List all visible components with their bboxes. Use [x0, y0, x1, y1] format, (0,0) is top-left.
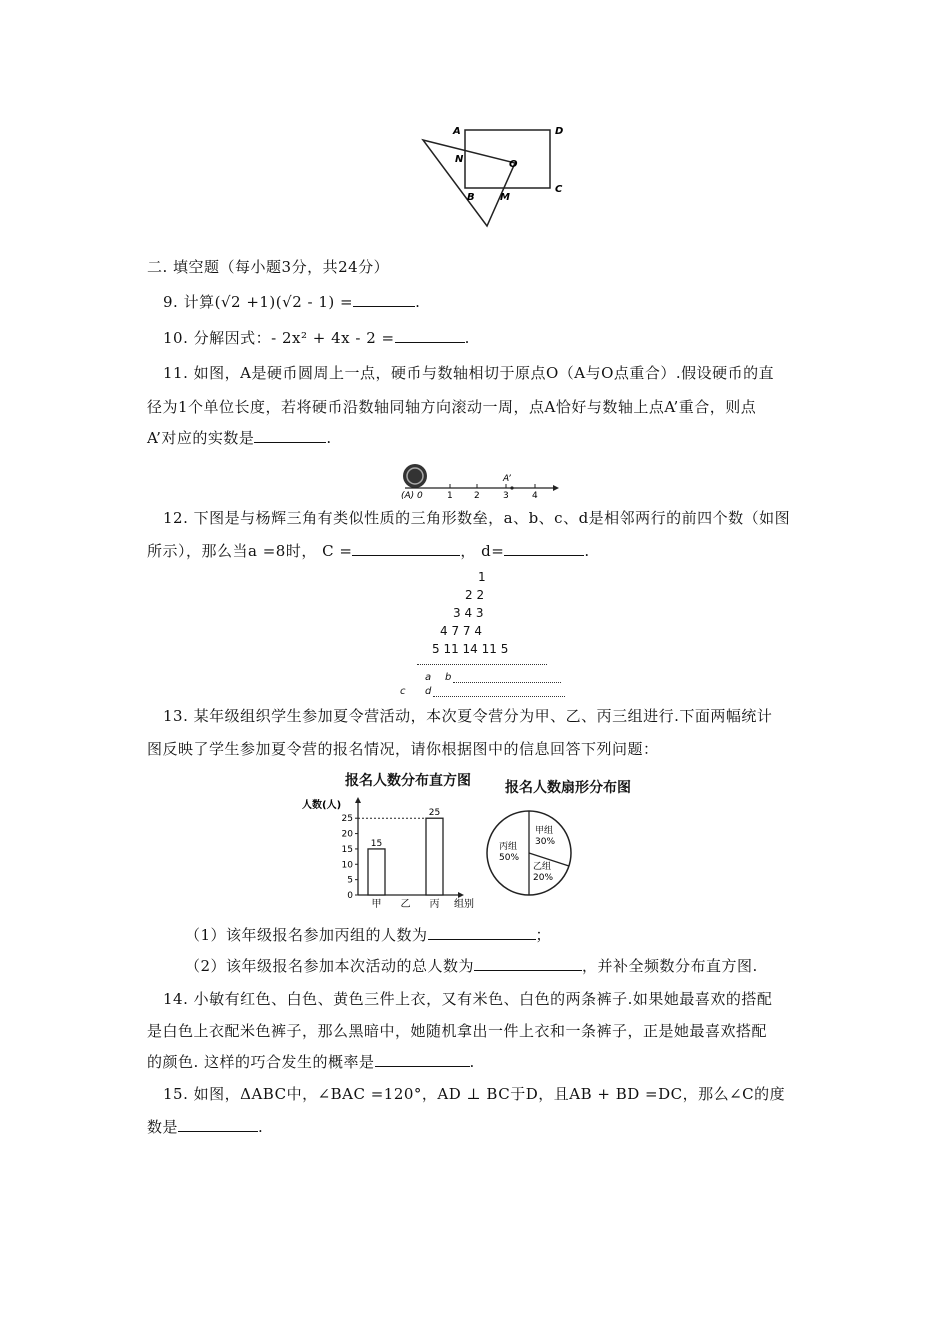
q15-line2-text: 数是 [147, 1118, 179, 1136]
triangle-row-1: 1 [478, 570, 486, 584]
top-geometry-figure [415, 118, 565, 233]
y-tick-label: 0 [347, 891, 353, 901]
triangle-row-5: 5 11 14 11 5 [432, 642, 509, 656]
q13-sub2 [185, 955, 758, 976]
q11-tail: . [326, 429, 332, 447]
label-o: O [509, 159, 518, 170]
label-m: M [500, 192, 510, 203]
triangle-row-b: b [445, 672, 452, 683]
number-triangle-figure [395, 568, 585, 703]
pie-chart [484, 808, 574, 898]
y-tick-label: 20 [341, 829, 353, 840]
q15-tail: . [258, 1118, 264, 1136]
x-tick-label: 乙 [400, 899, 411, 910]
question-9 [163, 291, 420, 312]
triangle-row-2: 2 2 [465, 588, 485, 602]
x-tick-label: 丙 [429, 899, 440, 910]
slice-percent-label: 30% [535, 837, 556, 847]
slice-percent-label: 20% [533, 873, 554, 883]
section-title: 二. 填空题（每小题3分，共24分） [147, 258, 390, 276]
label-c: C [555, 184, 563, 195]
pie-chart-title: 报名人数扇形分布图 [505, 780, 631, 796]
q13-sub1-blank[interactable] [428, 925, 536, 940]
q9-text: 计算(√2 +1)(√2 - 1) = [183, 293, 354, 311]
bar-chart-title: 报名人数分布直方图 [345, 773, 471, 789]
triangle-row-a: a [425, 672, 432, 683]
label-b: B [467, 192, 475, 203]
q15-answer-blank[interactable] [178, 1117, 258, 1132]
q11-line3 [147, 427, 332, 448]
x-axis-label: 组别 [454, 899, 474, 910]
q14-line3 [147, 1051, 475, 1072]
q9-number: 9. [163, 293, 179, 311]
numberline-point-label: A’ [503, 474, 511, 484]
q10-answer-blank[interactable] [395, 328, 465, 343]
q13-sub1-tail: ； [535, 926, 552, 944]
q11-line3-text: A’对应的实数是 [147, 429, 255, 447]
q13-sub2-tail: ，并补全频数分布直方图. [582, 957, 758, 975]
q14-line2: 是白色上衣配米色裤子，那么黑暗中，她随机拿出一件上衣和一条裤子，正是她最喜欢搭配 [147, 1022, 768, 1040]
q14-tail: . [469, 1053, 475, 1071]
bar [426, 818, 443, 895]
q12-line2-a: 所示），那么当a =8时， C = [147, 542, 353, 560]
q10-number: 10. [163, 329, 189, 347]
numberline-tick-1: 1 [447, 491, 453, 501]
numberline-tick-2: 2 [474, 491, 480, 501]
numberline-tick-4: 4 [532, 491, 538, 501]
q15-line1: 15. 如图，ΔABC中，∠BAC =120°，AD ⊥ BC于D，且AB + BD =DC，那么∠C的度 [163, 1085, 786, 1103]
q13-sub1 [185, 924, 551, 945]
label-n: N [455, 154, 464, 165]
q14-line3-text: 的颜色. 这样的巧合发生的概率是 [147, 1053, 375, 1071]
q13-sub1-text: （1）该年级报名参加丙组的人数为 [185, 926, 428, 944]
q12-c-blank[interactable] [352, 541, 460, 556]
q15-line2 [147, 1116, 263, 1137]
q9-tail: . [415, 293, 421, 311]
q10-tail: . [464, 329, 470, 347]
q12-d-blank[interactable] [504, 541, 584, 556]
label-d: D [555, 126, 564, 137]
q13-sub2-blank[interactable] [474, 956, 582, 971]
slice-name-label: 甲组 [535, 826, 554, 836]
y-tick-label: 10 [341, 860, 353, 871]
q11-line2: 径为1个单位长度，若将硬币沿数轴同轴方向滚动一周，点A恰好与数轴上点A’重合，则点 [147, 398, 757, 416]
q10-text: 分解因式：- 2x² + 4x - 2 = [193, 329, 395, 347]
q13-sub2-text: （2）该年级报名参加本次活动的总人数为 [185, 957, 475, 975]
y-axis-arrow [355, 797, 361, 803]
q13-line1: 13. 某年级组织学生参加夏令营活动，本次夏令营分为甲、乙、丙三组进行.下面两幅统计 [163, 707, 773, 725]
q14-answer-blank[interactable] [375, 1052, 470, 1067]
y-tick-label: 15 [341, 844, 353, 855]
q11-numberline-figure [395, 460, 560, 500]
y-tick-label: 5 [347, 875, 353, 886]
question-10 [163, 327, 470, 348]
q14-line1: 14. 小敏有红色、白色、黄色三件上衣，又有米色、白色的两条裤子.如果她最喜欢的搭配 [163, 990, 773, 1008]
bar-value-label: 25 [428, 808, 441, 819]
x-tick-label: 甲 [371, 899, 382, 910]
q12-line2-b: ， d= [460, 542, 505, 560]
y-axis-label: 人数(人) [302, 800, 342, 811]
y-tick-label: 25 [341, 814, 353, 825]
q9-answer-blank[interactable] [353, 292, 415, 307]
q12-line2 [147, 540, 590, 561]
triangle-row-d: d [425, 686, 432, 697]
q12-line1: 12. 下图是与杨辉三角有类似性质的三角形数垒，a、b、c、d是相邻两行的前四个数（如图 [163, 509, 791, 527]
slice-name-label: 丙组 [499, 842, 518, 852]
bar-chart [300, 795, 474, 915]
triangle-row-4: 4 7 7 4 [440, 624, 482, 638]
q12-tail: . [584, 542, 590, 560]
slice-percent-label: 50% [499, 853, 520, 863]
numberline-tick-0: (A) 0 [401, 491, 423, 501]
triangle-row-c: c [400, 686, 406, 697]
slice-name-label: 乙组 [533, 862, 552, 872]
bar-value-label: 15 [370, 838, 383, 849]
numberline-tick-3: 3 [503, 491, 509, 501]
q11-line1: 11. 如图，A是硬币圆周上一点，硬币与数轴相切于原点O（A与O点重合）.假设硬币的直 [163, 364, 775, 382]
label-a: A [453, 126, 461, 137]
x-axis-arrow [458, 892, 464, 898]
q11-answer-blank[interactable] [254, 428, 326, 443]
triangle-row-3: 3 4 3 [453, 606, 484, 620]
q13-line2: 图反映了学生参加夏令营的报名情况，请你根据图中的信息回答下列问题： [147, 740, 659, 758]
bar [368, 849, 385, 895]
